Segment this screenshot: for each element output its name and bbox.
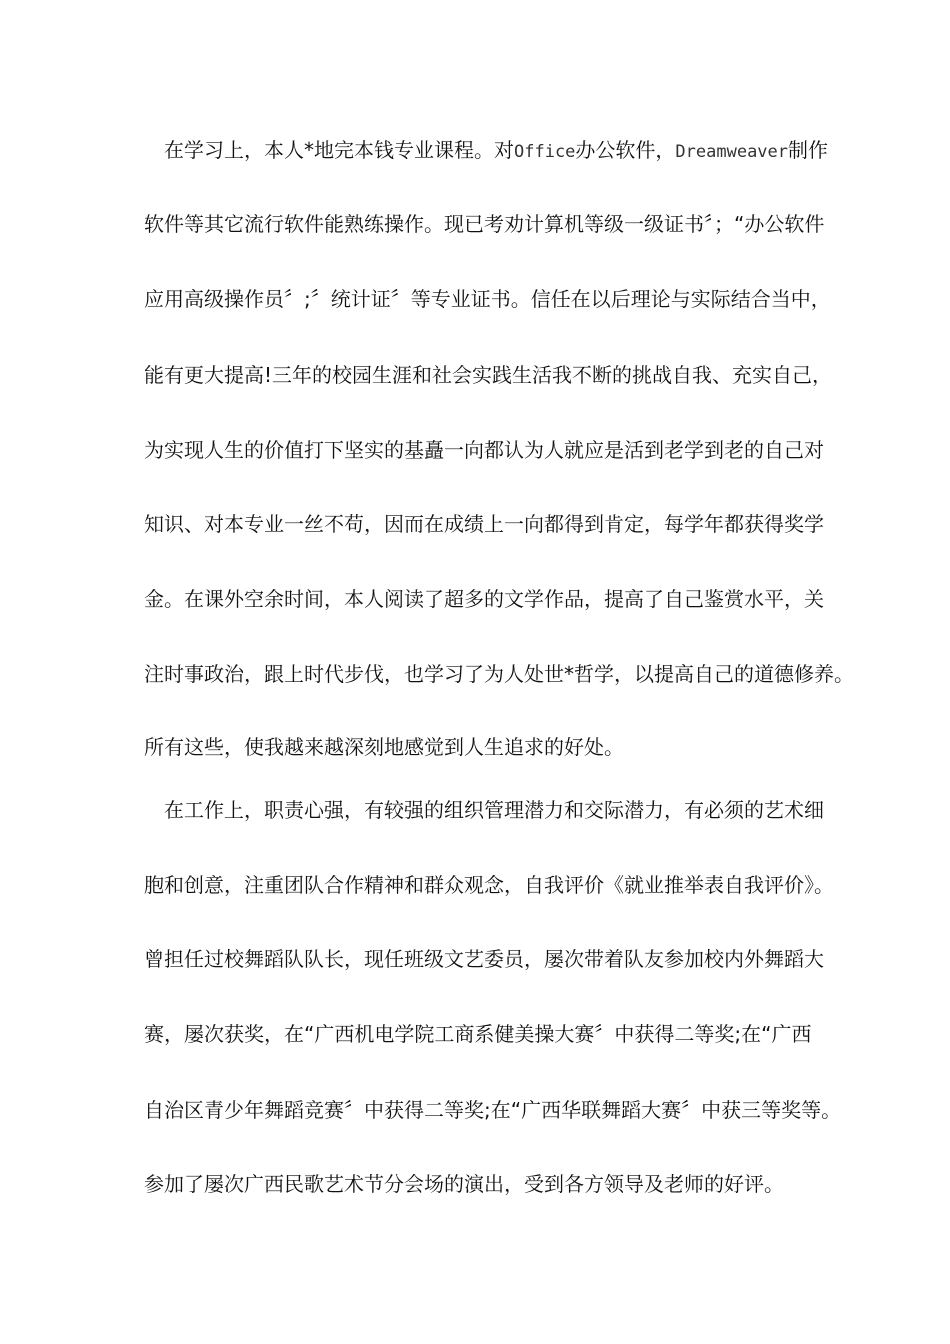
text-line-5: 为实现人生的价值打下坚实的基矗一向都认为人就应是活到老学到老的自己对 <box>144 438 824 462</box>
text-segment: 制作 <box>788 138 829 162</box>
text-segment: 在学习上，本人*地完本钱专业课程。对 <box>144 138 514 162</box>
text-line-11: 胞和创意，注重团队合作精神和群众观念，自我评价《就业推举表自我评价》。 <box>144 873 834 897</box>
text-line-6: 知识、对本专业一丝不苟，因而在成绩上一向都得到肯定，每学年都获得奖学 <box>144 512 824 536</box>
text-line-14: 自治区青少年舞蹈竞赛〞中获得二等奖;在“广西华联舞蹈大赛〞中获三等奖等。 <box>144 1098 842 1122</box>
text-line-15: 参加了屡次广西民歌艺术节分会场的演出，受到各方领导及老师的好评。 <box>144 1172 784 1196</box>
text-segment-latin: Office <box>514 142 576 162</box>
text-segment: 办公软件， <box>575 138 676 162</box>
text-line-9: 所有这些，使我越来越深刻地感觉到人生追求的好处。 <box>144 735 624 759</box>
text-segment-latin: Dreamweaver <box>675 142 789 162</box>
text-line-3: 应用高级操作员〞;〞统计证〞等专业证书。信任在以后理论与实际结合当中， <box>144 287 831 311</box>
text-line-2: 软件等其它流行软件能熟练操作。现已考劝计算机等级一级证书〞；“办公软件 <box>144 212 825 236</box>
text-line-10: 在工作上，职责心强，有较强的组织管理潜力和交际潜力，有必须的艺术细 <box>144 798 824 822</box>
text-line-12: 曾担任过校舞蹈队队长，现任班级文艺委员，屡次带着队友参加校内外舞蹈大 <box>144 947 824 971</box>
text-line-13: 赛，屡次获奖，在“广西机电学院工商系健美操大赛〞中获得二等奖;在“广西 <box>144 1022 812 1046</box>
text-line-7: 金。在课外空余时间，本人阅读了超多的文学作品，提高了自己鉴赏水平，关 <box>144 587 824 611</box>
text-line-8: 注时事政治，跟上时代步伐，也学习了为人处世*哲学，以提高自己的道德修养。 <box>144 662 854 686</box>
text-line-4: 能有更大提高!三年的校园生涯和社会实践生活我不断的挑战自我、充实自己， <box>144 363 833 387</box>
text-line-1 <box>144 133 829 167</box>
